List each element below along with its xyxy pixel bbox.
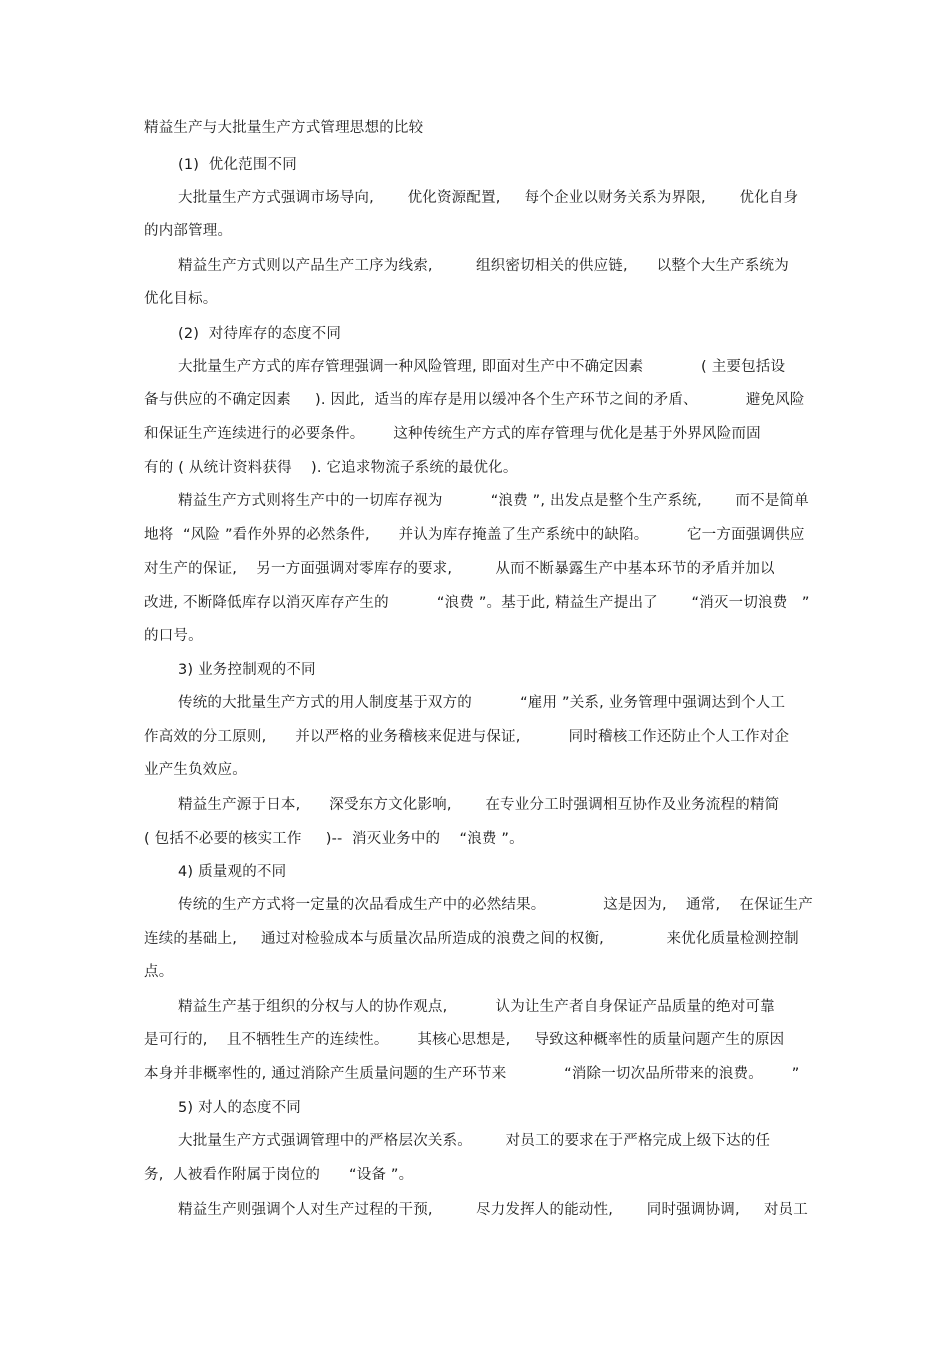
paragraph-line: 精益生产方式则以产品生产工序为线索, 组织密切相关的供应链, 以整个大生产系统为 — [178, 258, 789, 274]
paragraph-line: 地将 “风险 ”看作外界的必然条件, 并认为库存掩盖了生产系统中的缺陷。 它一方面强调供应 — [144, 527, 805, 543]
paragraph-line: 对生产的保证, 另一方面强调对零库存的要求, 从而不断暴露生产中基本环节的矛盾并加以 — [144, 561, 775, 577]
paragraph-line: 传统的大批量生产方式的用人制度基于双方的 “雇用 ”关系, 业务管理中强调达到个人工 — [178, 695, 786, 711]
document-title: 精益生产与大批量生产方式管理思想的比较 — [144, 120, 424, 136]
section-heading-4: 4) 质量观的不同 — [178, 864, 287, 880]
paragraph-line: 优化目标。 — [144, 291, 218, 307]
paragraph-line: 精益生产基于组织的分权与人的协作观点, 认为让生产者自身保证产品质量的绝对可靠 — [178, 999, 775, 1015]
paragraph-line: 传统的生产方式将一定量的次品看成生产中的必然结果。 这是因为, 通常, 在保证生产 — [178, 897, 813, 913]
paragraph-line: ( 包括不必要的核实工作 )-- 消灭业务中的 “浪费 ”。 — [144, 831, 524, 847]
paragraph-line: 点。 — [144, 964, 174, 980]
paragraph-line: 的内部管理。 — [144, 223, 233, 239]
paragraph-line: 作高效的分工原则, 并以严格的业务稽核来促进与保证, 同时稽核工作还防止个人工作对企 — [144, 729, 790, 745]
paragraph-line: 大批量生产方式的库存管理强调一种风险管理, 即面对生产中不确定因素 ( 主要包括设 — [178, 359, 786, 375]
paragraph-line: 的口号。 — [144, 628, 203, 644]
paragraph-line: 大批量生产方式强调市场导向, 优化资源配置, 每个企业以财务关系为界限, 优化自身 — [178, 190, 799, 206]
paragraph-line: 大批量生产方式强调管理中的严格层次关系。 对员工的要求在于严格完成上级下达的任 — [178, 1133, 771, 1149]
paragraph-line: 有的 ( 从统计资料获得 ). 它追求物流子系统的最优化。 — [144, 460, 518, 476]
paragraph-line: 和保证生产连续进行的必要条件。 这种传统生产方式的库存管理与优化是基于外界风险而固 — [144, 426, 761, 442]
paragraph-line: 务, 人被看作附属于岗位的 “设备 ”。 — [144, 1167, 414, 1183]
paragraph-line: 连续的基础上, 通过对检验成本与质量次品所造成的浪费之间的权衡, 来优化质量检测控制 — [144, 931, 799, 947]
section-heading-2: (2) 对待库存的态度不同 — [178, 326, 342, 342]
paragraph-line: 业产生负效应。 — [144, 762, 247, 778]
paragraph-line: 精益生产方式则将生产中的一切库存视为 “浪费 ”, 出发点是整个生产系统, 而不是简单 — [178, 493, 809, 509]
paragraph-line: 备与供应的不确定因素 ). 因此, 适当的库存是用以缓冲各个生产环节之间的矛盾、 避免风险 — [144, 392, 805, 408]
section-heading-3: 3) 业务控制观的不同 — [178, 662, 316, 678]
section-heading-5: 5) 对人的态度不同 — [178, 1100, 301, 1116]
paragraph-line: 精益生产源于日本, 深受东方文化影响, 在专业分工时强调相互协作及业务流程的精简 — [178, 797, 780, 813]
paragraph-line: 精益生产则强调个人对生产过程的干预, 尽力发挥人的能动性, 同时强调协调, 对员工 — [178, 1202, 808, 1218]
paragraph-line: 改进, 不断降低库存以消灭库存产生的 “浪费 ”。基于此, 精益生产提出了 “消灭一切浪费 ” — [144, 595, 810, 611]
section-heading-1: (1) 优化范围不同 — [178, 157, 297, 173]
paragraph-line: 是可行的, 且不牺牲生产的连续性。 其核心思想是, 导致这种概率性的质量问题产生的原因 — [144, 1032, 785, 1048]
paragraph-line: 本身并非概率性的, 通过消除产生质量问题的生产环节来 “消除一切次品所带来的浪费。 ” — [144, 1066, 800, 1082]
